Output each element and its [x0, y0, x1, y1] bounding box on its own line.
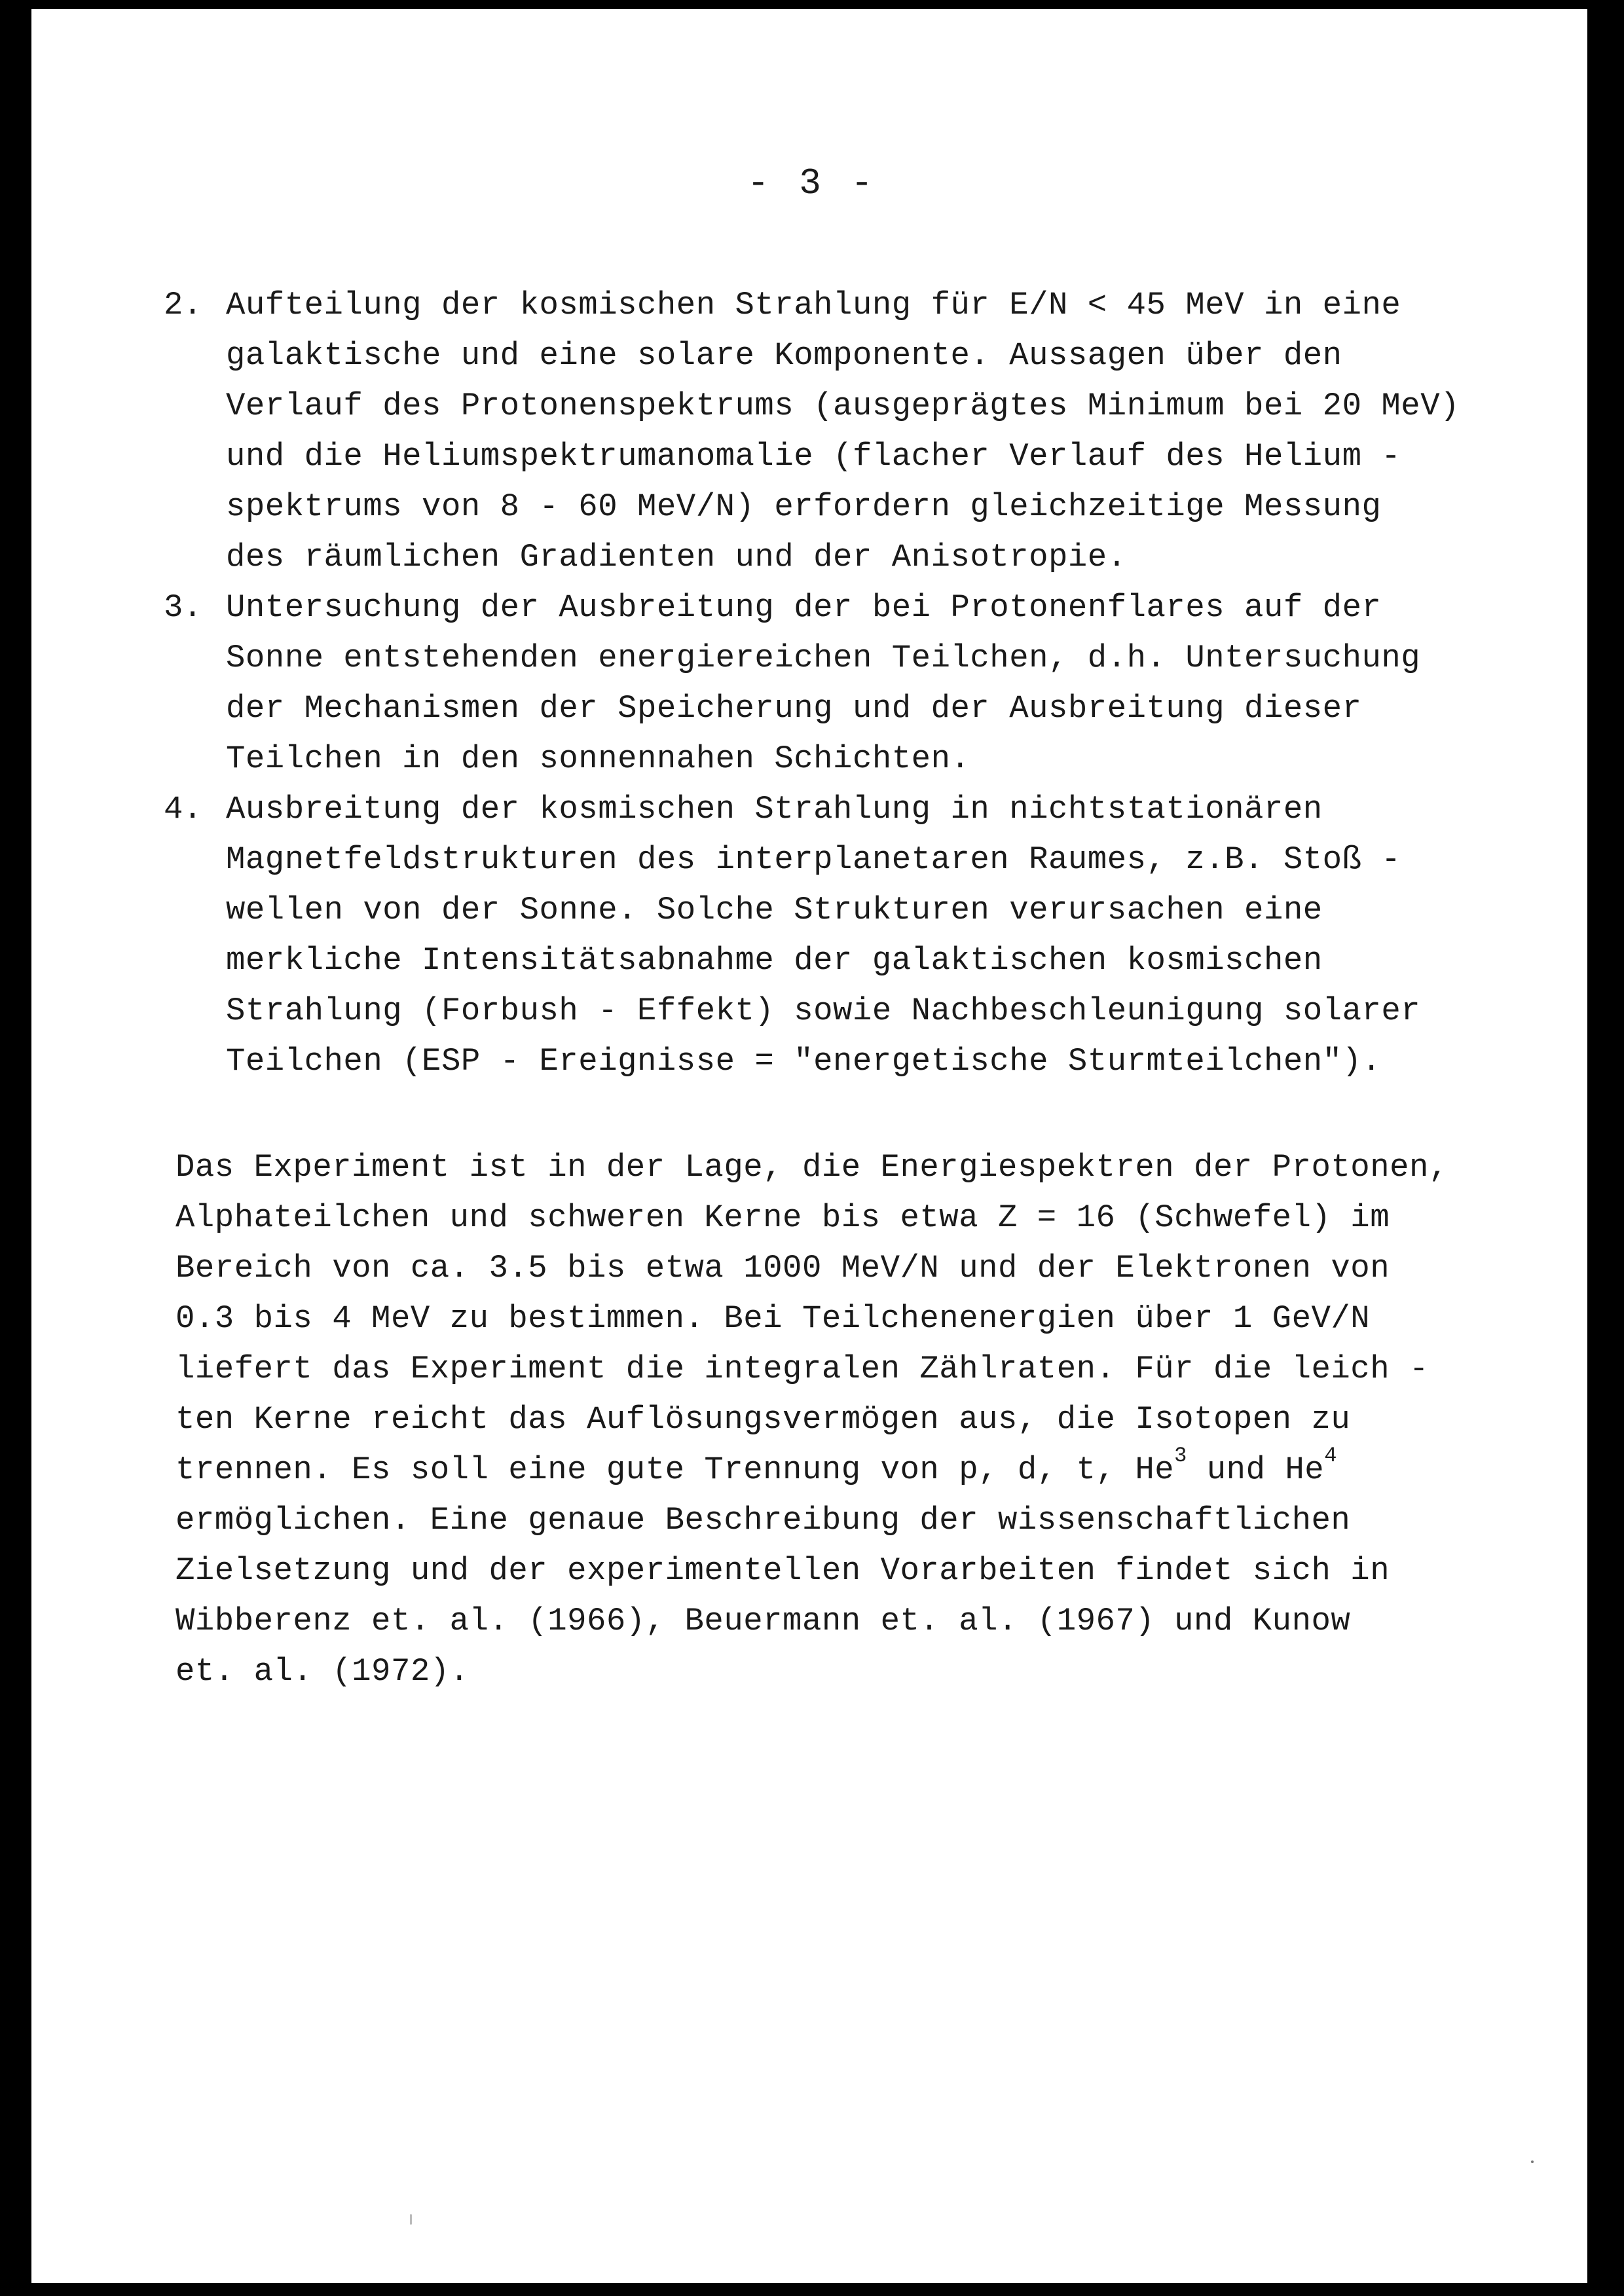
list-item-3	[164, 583, 1506, 784]
text-line: Alphateilchen und schweren Kerne bis etwa Z = 16 (Schwefel) im	[175, 1199, 1390, 1236]
scan-speck	[1531, 2160, 1534, 2163]
scan-border-top	[0, 0, 1624, 9]
list-item-4	[164, 784, 1506, 1087]
page-number: - 3 -	[747, 162, 877, 204]
text-line: merkliche Intensitätsabnahme der galaktischen kosmischen	[226, 942, 1323, 979]
scan-border-left	[0, 0, 31, 2296]
text-line: Verlauf des Protonenspektrums (ausgeprägtes Minimum bei 20 MeV)	[226, 388, 1460, 424]
text-line: Strahlung (Forbush - Effekt) sowie Nachbeschleunigung solarer	[226, 993, 1421, 1029]
text-line: des räumlichen Gradienten und der Anisotropie.	[226, 539, 1127, 575]
text-line: Das Experiment ist in der Lage, die Energiespektren der Protonen,	[175, 1149, 1449, 1186]
text-line: galaktische und eine solare Komponente. Aussagen über den	[226, 337, 1342, 374]
superscript-4: 4	[1324, 1444, 1337, 1468]
list-item-number: 2.	[164, 287, 202, 323]
text-line: Wibberenz et. al. (1966), Beuermann et. al. (1967) und Kunow	[175, 1603, 1351, 1639]
text-line: Bereich von ca. 3.5 bis etwa 1000 MeV/N und der Elektronen von	[175, 1250, 1390, 1286]
text-line: und die Heliumspektrumanomalie (flacher Verlauf des Helium -	[226, 438, 1401, 475]
text-line: Aufteilung der kosmischen Strahlung für E/N < 45 MeV in eine	[226, 287, 1401, 323]
scan-speck	[410, 2214, 412, 2225]
list-item-number: 4.	[164, 791, 202, 828]
text-line: ten Kerne reicht das Auflösungsvermögen aus, die Isotopen zu	[175, 1401, 1351, 1438]
scan-border-bottom	[0, 2283, 1624, 2296]
list-item-text	[226, 280, 1506, 583]
text-line: Ausbreitung der kosmischen Strahlung in nichtstationären	[226, 791, 1323, 828]
text-line: Teilchen (ESP - Ereignisse = "energetische Sturmteilchen").	[226, 1043, 1382, 1080]
list-item-text	[226, 583, 1506, 784]
text-line-isotopes	[175, 1445, 1518, 1495]
list-item-number: 3.	[164, 589, 202, 626]
text-fragment: trennen. Es soll eine gute Trennung von p, d, t, He	[175, 1451, 1175, 1488]
body-paragraph	[175, 1142, 1518, 1697]
text-line: spektrums von 8 - 60 MeV/N) erfordern gleichzeitige Messung	[226, 488, 1382, 525]
scan-border-right	[1587, 0, 1624, 2296]
text-line: 0.3 bis 4 MeV zu bestimmen. Bei Teilchenenergien über 1 GeV/N	[175, 1300, 1371, 1337]
text-line: liefert das Experiment die integralen Zählraten. Für die leich -	[175, 1351, 1429, 1387]
text-line: Zielsetzung und der experimentellen Vorarbeiten findet sich in	[175, 1552, 1390, 1589]
text-line: der Mechanismen der Speicherung und der Ausbreitung dieser	[226, 690, 1362, 727]
text-line: ermöglichen. Eine genaue Beschreibung der wissenschaftlichen	[175, 1502, 1351, 1539]
list-item-text	[226, 784, 1506, 1087]
text-line: et. al. (1972).	[175, 1653, 470, 1690]
text-line: Teilchen in den sonnennahen Schichten.	[226, 740, 970, 777]
text-line: Magnetfeldstrukturen des interplanetaren Raumes, z.B. Stoß -	[226, 841, 1401, 878]
numbered-list	[164, 280, 1506, 1087]
superscript-3: 3	[1174, 1444, 1187, 1468]
text-fragment: und He	[1187, 1451, 1325, 1488]
list-item-2	[164, 280, 1506, 583]
text-line: Sonne entstehenden energiereichen Teilchen, d.h. Untersuchung	[226, 640, 1421, 676]
text-line: wellen von der Sonne. Solche Strukturen verursachen eine	[226, 892, 1323, 928]
text-line: Untersuchung der Ausbreitung der bei Protonenflares auf der	[226, 589, 1382, 626]
